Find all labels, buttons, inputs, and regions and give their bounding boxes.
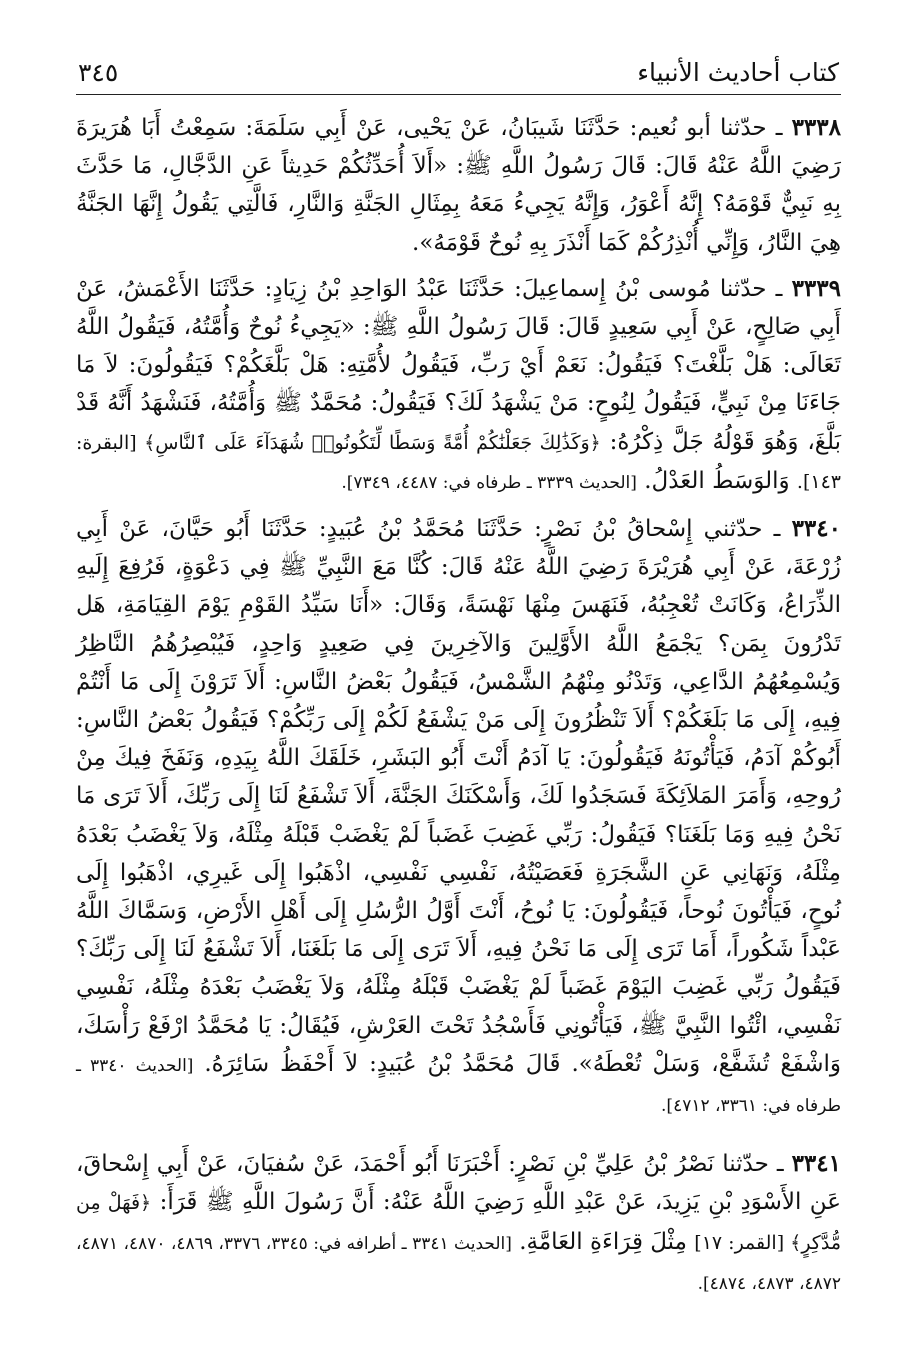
hadith-3341 bbox=[76, 1145, 841, 1303]
quran-quote: ﴿فَهَلْ مِن مُّدَّكِرٍ﴾ [القمر: ١٧] bbox=[76, 1192, 841, 1254]
hadith-tail: مِثْلَ قِرَاءَةِ العَامَّةِ. bbox=[511, 1228, 695, 1255]
header-rule bbox=[76, 94, 841, 95]
quran-quote: ﴿وَكَذَٰلِكَ جَعَلْنَٰكُمْ أُمَّةً وَسَطًا لِّتَكُونُوا۟ شُهَدَآءَ عَلَى ٱلنَّاسِ﴾ [البقرة: ١٤٣]. bbox=[76, 431, 841, 493]
hadith-text: ـ حدّثنا نَصْرُ بْنُ عَلِيِّ بْنِ نَصْرٍ: أَخْبَرَنَا أَبُو أَحْمَدَ، عَنْ سُفيَانَ، عَنْ أَبِي إِسْحاقَ، عَنِ الأَسْوَدِ بْنِ يَزِيدَ، عَنْ عَبْدِ اللَّهِ رَضِيَ اللَّهُ عَنْهُ: أَنَّ رَسُولَ اللَّهِ ﷺ قَرَأَ: bbox=[76, 1151, 842, 1216]
page-number: ٣٤٥ bbox=[78, 58, 119, 87]
hadith-number: ٣٣٤٠ bbox=[791, 515, 841, 543]
hadith-text: ـ حدّثني إِسْحاقُ بْنُ نَصْرٍ: حَدَّثَنَا مُحَمَّدُ بْنُ عُبَيدٍ: حَدَّثَنَا أَبُو حَيَّانَ، عَنْ أَبِي زُرْعَةَ، عَنْ أَبِي هُرَيْرَةَ رَضِيَ اللَّهُ عَنْهُ قَالَ: كُنَّا مَعَ النَّبِيِّ ﷺ فِي دَعْوَةٍ، فَرُفِعَ إِلَيهِ الذِّرَاعُ، وَكَانَتْ تُعْجِبُهُ، فَنَهَسَ مِنْهَا نَهْسَةً، وَقَالَ: «أَنَا سَيِّدُ القَوْمِ يَوْمَ القِيَامَةِ، هَل تَدْرُونَ بِمَن؟ يَجْمَعُ اللَّهُ الأَوَّلِينَ وَالآخِرِينَ فِي صَعِيدٍ وَاحِدٍ، فَيُبْصِرُهُمُ النَّاظِرُ وَيُسْمِعُهُمُ الدَّاعِي، وَتَدْنُو مِنْهُمُ الشَّمْسُ، فَيَقُولُ بَعْضُ النَّاسِ: أَلاَ تَرَوْنَ إِلَى مَا أَنْتُمْ فِيهِ، إِلَى مَا بَلَغَكُمْ؟ أَلاَ تَنْظُرُونَ إِلَى مَنْ يَشْفَعُ لَكُمْ إِلَى رَبِّكُمْ؟ فَيَقُولُ بَعْضُ النَّاسِ: أَبُوكُمْ آدَمُ، فَيَأْتُونَهُ فَيَقُولُونَ: يَا آدَمُ أَنْتَ أَبُو البَشَرِ، خَلَقَكَ اللَّهُ بِيَدِهِ، وَنَفَخَ فِيكَ مِنْ رُوحِهِ، وَأَمَرَ المَلاَئِكَةَ فَسَجَدُوا لَكَ، وَأَسْكَنَكَ الجَنَّةَ، أَلاَ تَشْفَعُ لَنَا إِلَى رَبِّكَ، أَلاَ تَرَى مَا نَحْنُ فِيهِ وَمَا بَلَغَنَا؟ فَيَقُولُ: رَبِّي غَضِبَ غَضَباً لَمْ يَغْضَبْ قَبْلَهُ مِثْلَهُ، وَلاَ يَغْضَبُ بَعْدَهُ مِثْلَهُ، وَنَهَانِي عَنِ الشَّجَرَةِ فَعَصَيْتُهُ، نَفْسِي نَفْسِي، اذْهَبُوا إِلَى غَيرِي، اذْهَبُوا إِلَى نُوحٍ، فَيَأْتُونَ نُوحاً، فَيَقُولُونَ: يَا نُوحُ، أَنْتَ أَوَّلُ الرُّسُلِ إِلَى أَهْلِ الأَرْضِ، وَسَمَّاكَ اللَّهُ عَبْداً شَكُوراً، أَمَا تَرَى إِلَى مَا نَحْنُ فِيهِ، أَلاَ تَرَى إِلَى مَا بَلَغَنَا، أَلاَ تَشْفَعُ لَنَا إِلَى رَبِّكَ؟ فَيَقُولُ رَبِّي غَضِبَ اليَوْمَ غَضَباً لَمْ يَغْضَبْ قَبْلَهُ مِثْلَهُ، وَلاَ يَغْضَبُ بَعْدَهُ مِثْلَهُ، نَفْسِي نَفْسِي، ائْتُوا النَّبِيَّ ﷺ، فَيَأْتُونِي فَأَسْجُدُ تَحْتَ العَرْشِ، فَيُقَالُ: يَا مُحَمَّدُ ارْفَعْ رَأْسَكَ، وَاشْفَعْ تُشَفَّعْ، وَسَلْ تُعْطَهُ». قَالَ مُحَمَّدُ بْنُ عُبَيدٍ: لاَ أَحْفَظُ سَائِرَهُ. bbox=[76, 516, 841, 1077]
hadith-3338 bbox=[76, 109, 841, 262]
hadith-number: ٣٣٣٨ bbox=[791, 114, 841, 141]
hadith-tail: وَالوَسَطُ العَدْلُ. bbox=[636, 467, 797, 494]
book-title: كتاب أحاديث الأنبياء bbox=[637, 58, 839, 87]
cross-reference: [الحديث ٣٣٣٩ ـ طرفاه في: ٤٤٨٧، ٧٣٤٩]. bbox=[341, 472, 637, 493]
hadith-3340 bbox=[76, 510, 841, 1125]
hadith-text: ـ حدّثنا مُوسى بْنُ إِسماعِيلَ: حَدَّثَنَا عَبْدُ الوَاحِدِ بْنُ زِيَادٍ: حَدَّثَنَا الأَعْمَشُ، عَنْ أَبِي صَالِحٍ، عَنْ أَبِي سَعِيدٍ قَالَ: قَالَ رَسُولُ اللَّهِ ﷺ: «يَجِيءُ نُوحٌ وَأُمَّتُهُ، فَيَقُولُ اللَّهُ تَعَالَى: هَلْ بَلَّغْتَ؟ فَيَقُولُ: نَعَمْ أَيْ رَبِّ، فَيَقُولُ لأُمَّتِهِ: هَلْ بَلَّغَكُمْ؟ فَيَقُولُونَ: لاَ مَا جَاءَنَا مِنْ نَبِيٍّ، فَيَقُولُ لِنُوحٍ: مَنْ يَشْهَدُ لَكَ؟ فَيَقُولُ: مُحَمَّدٌ ﷺ وَأُمَّتُهُ، فَنَشْهَدُ أَنَّهُ قَدْ بَلَّغَ، وَهُوَ قَوْلُهُ جَلَّ ذِكْرُهُ: bbox=[76, 275, 841, 455]
hadith-text: ـ حدّثنا أبو نُعيم: حَدَّثَنَا شَيبَانُ، عَنْ يَحْيى، عَنْ أَبِي سَلَمَةَ: سَمِعْتُ أَبَا هُرَيرَةَ رَضِيَ اللَّهُ عَنْهُ قَالَ: قَالَ رَسُولُ اللَّهِ ﷺ: «أَلاَ أُحَدِّثُكُمْ حَدِيثاً عَنِ الدَّجَّالِ، مَا حَدَّثَ بِهِ نَبِيٌّ قَوْمَهُ؟ إِنَّهُ أَعْوَرُ، وَإِنَّهُ يَجِيءُ مَعَهُ بِمِثَالِ الجَنَّةِ وَالنَّارِ، فَالَّتِي يَقُولُ إِنَّهَا الجَنَّةُ هِيَ النَّارُ، وَإِنِّي أُنْذِرُكُمْ كَمَا أَنْذَرَ بِهِ نُوحٌ قَوْمَهُ». bbox=[76, 115, 841, 256]
cross-reference: [الحديث ٣٣٤٠ ـ طرفاه في: ٣٣٦١، ٤٧١٢]. bbox=[76, 1055, 841, 1117]
hadith-number: ٣٣٤١ bbox=[791, 1150, 841, 1178]
hadith-number: ٣٣٣٩ bbox=[791, 274, 841, 302]
hadith-3339 bbox=[76, 270, 841, 502]
cross-reference: [الحديث ٣٣٤١ ـ أطرافه في: ٣٣٤٥، ٣٣٧٦، ٤٨٦٩، ٤٨٧٠، ٤٨٧١، ٤٨٧٢، ٤٨٧٣، ٤٨٧٤]. bbox=[76, 1233, 841, 1294]
page-header bbox=[76, 58, 841, 94]
